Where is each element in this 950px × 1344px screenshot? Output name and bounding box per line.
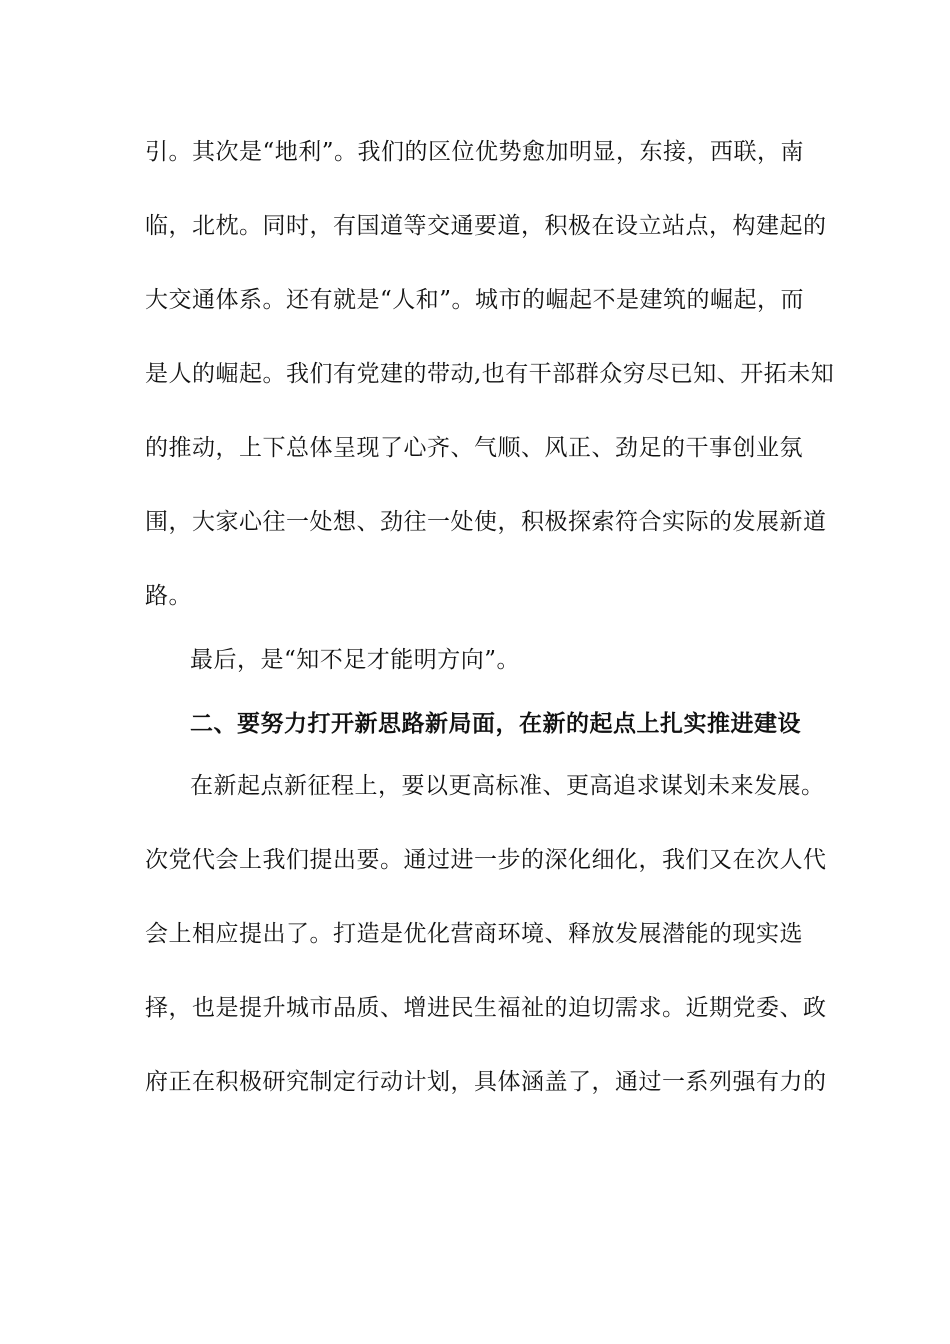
body-text-line: 府正在积极研究制定行动计划，具体涵盖了，通过一系列强有力的 <box>145 1069 827 1095</box>
section-heading: 二、要努力打开新思路新局面，在新的起点上扎实推进建设 <box>190 710 801 737</box>
body-text-line: 择，也是提升城市品质、增进民生福祉的迫切需求。近期党委、政 <box>145 995 827 1021</box>
body-text-line: 临，北枕。同时，有国道等交通要道，积极在设立站点，构建起的 <box>145 213 827 239</box>
body-text-line: 路。 <box>145 583 192 609</box>
body-text-line: 在新起点新征程上，要以更高标准、更高追求谋划未来发展。 <box>190 773 825 799</box>
body-text-line: 大交通体系。还有就是“人和”。城市的崛起不是建筑的崛起，而 <box>145 287 805 313</box>
body-text-line: 是人的崛起。我们有党建的带动,也有干部群众穷尽已知、开拓未知 <box>145 361 835 387</box>
body-text-line: 次党代会上我们提出要。通过进一步的深化细化，我们又在次人代 <box>145 847 827 873</box>
body-text-line: 引。其次是“地利”。我们的区位优势愈加明显，东接，西联，南 <box>145 139 805 165</box>
paragraph-conclusion: 最后，是“知不足才能明方向”。 <box>190 647 521 673</box>
body-text-line: 围，大家心往一处想、劲往一处使，积极探索符合实际的发展新道 <box>145 509 827 535</box>
body-text-line: 会上相应提出了。打造是优化营商环境、释放发展潜能的现实选 <box>145 921 803 947</box>
body-text-line: 的推动，上下总体呈现了心齐、气顺、风正、劲足的干事创业氛 <box>145 435 803 461</box>
